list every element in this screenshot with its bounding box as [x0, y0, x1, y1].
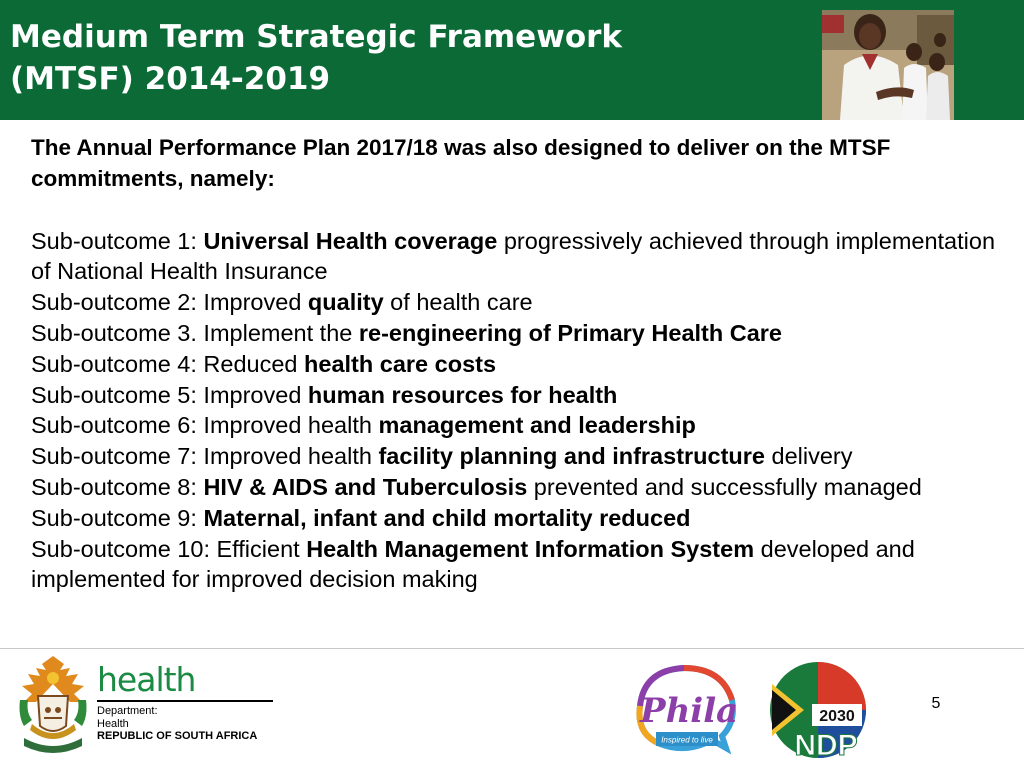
header-photo: [822, 10, 954, 120]
sub-outcome-4: [31, 349, 1011, 380]
wordmark-rule: [97, 700, 273, 702]
sub-outcome-list: [31, 226, 1011, 596]
slide-title-line-1: Medium Term Strategic Framework: [10, 19, 623, 55]
sub-outcome-7: [31, 441, 1011, 472]
sub-outcome-9: [31, 503, 1011, 534]
sub-outcome-3: [31, 318, 1011, 349]
coat-of-arms-icon: [14, 654, 92, 756]
nurse-children-photo-icon: [822, 10, 954, 120]
sub-outcome-8: [31, 472, 1011, 503]
sub-outcome-5: [31, 380, 1011, 411]
sub-outcome-text: Sub-outcome 3. Implement the: [31, 319, 359, 346]
sub-outcome-text: delivery: [764, 443, 853, 470]
sub-outcome-10: [31, 534, 1011, 596]
sub-outcome-text: Sub-outcome 9:: [31, 504, 204, 531]
department-name: Health: [97, 717, 129, 730]
slide-title: [10, 16, 810, 100]
sub-outcome-emphasis: Maternal, infant and child mortality reduced: [203, 504, 691, 531]
phila-logo-icon: [626, 662, 744, 760]
country-name: REPUBLIC OF SOUTH AFRICA: [97, 730, 258, 742]
sub-outcome-text: Sub-outcome 2: Improved: [31, 289, 308, 316]
sub-outcome-emphasis: Health Management Information System: [306, 535, 755, 562]
health-wordmark: health: [97, 660, 196, 699]
sub-outcome-text: Sub-outcome 4: Reduced: [31, 350, 305, 377]
sub-outcome-text: Sub-outcome 7: Improved health: [31, 443, 379, 470]
sub-outcome-emphasis: quality: [307, 289, 384, 316]
sub-outcome-text: Sub-outcome 6: Improved health: [31, 412, 379, 439]
department-label: Department:: [97, 705, 158, 717]
sub-outcome-emphasis: health care costs: [304, 350, 497, 377]
sub-outcome-text: of health care: [383, 289, 533, 316]
intro-text: The Annual Performance Plan 2017/18 was also designed to deliver on the MTSF commitments, namely:: [31, 135, 891, 191]
slide-body: [31, 133, 1011, 595]
sub-outcome-text: Sub-outcome 8:: [31, 473, 204, 500]
sub-outcome-emphasis: human resources for health: [307, 381, 618, 408]
sub-outcome-emphasis: HIV & AIDS and Tuberculosis: [203, 473, 528, 500]
sub-outcome-text: prevented and successfully managed: [527, 473, 922, 500]
page-number: 5: [931, 695, 941, 712]
phila-tagline: Inspired to live: [661, 735, 713, 745]
ndp-logo-icon: [764, 660, 872, 762]
sub-outcome-emphasis: management and leadership: [378, 412, 696, 439]
sub-outcome-6: [31, 410, 1011, 441]
sub-outcome-1: [31, 226, 1011, 288]
department-logo: [0, 650, 300, 768]
slide-header: [0, 0, 1024, 120]
ndp-text: NDP: [794, 729, 858, 762]
phila-logo-text: Phila: [640, 691, 739, 731]
sub-outcome-text: progressively achieved through implementation of National Health Insurance: [31, 227, 996, 285]
slide-title-line-2: (MTSF) 2014-2019: [10, 61, 331, 97]
sub-outcome-text: Sub-outcome 10: Efficient: [31, 535, 307, 562]
footer-divider: [0, 648, 1024, 649]
sub-outcome-text: developed and implemented for improved decision making: [31, 535, 915, 593]
sub-outcome-emphasis: facility planning and infrastructure: [378, 443, 765, 470]
sub-outcome-2: [31, 287, 1011, 318]
sub-outcome-emphasis: Universal Health coverage: [203, 227, 498, 254]
sub-outcome-emphasis: re-engineering of Primary Health Care: [358, 319, 783, 346]
ndp-year: 2030: [819, 708, 855, 725]
sub-outcome-text: Sub-outcome 5: Improved: [31, 381, 308, 408]
sub-outcome-text: Sub-outcome 1:: [31, 227, 204, 254]
